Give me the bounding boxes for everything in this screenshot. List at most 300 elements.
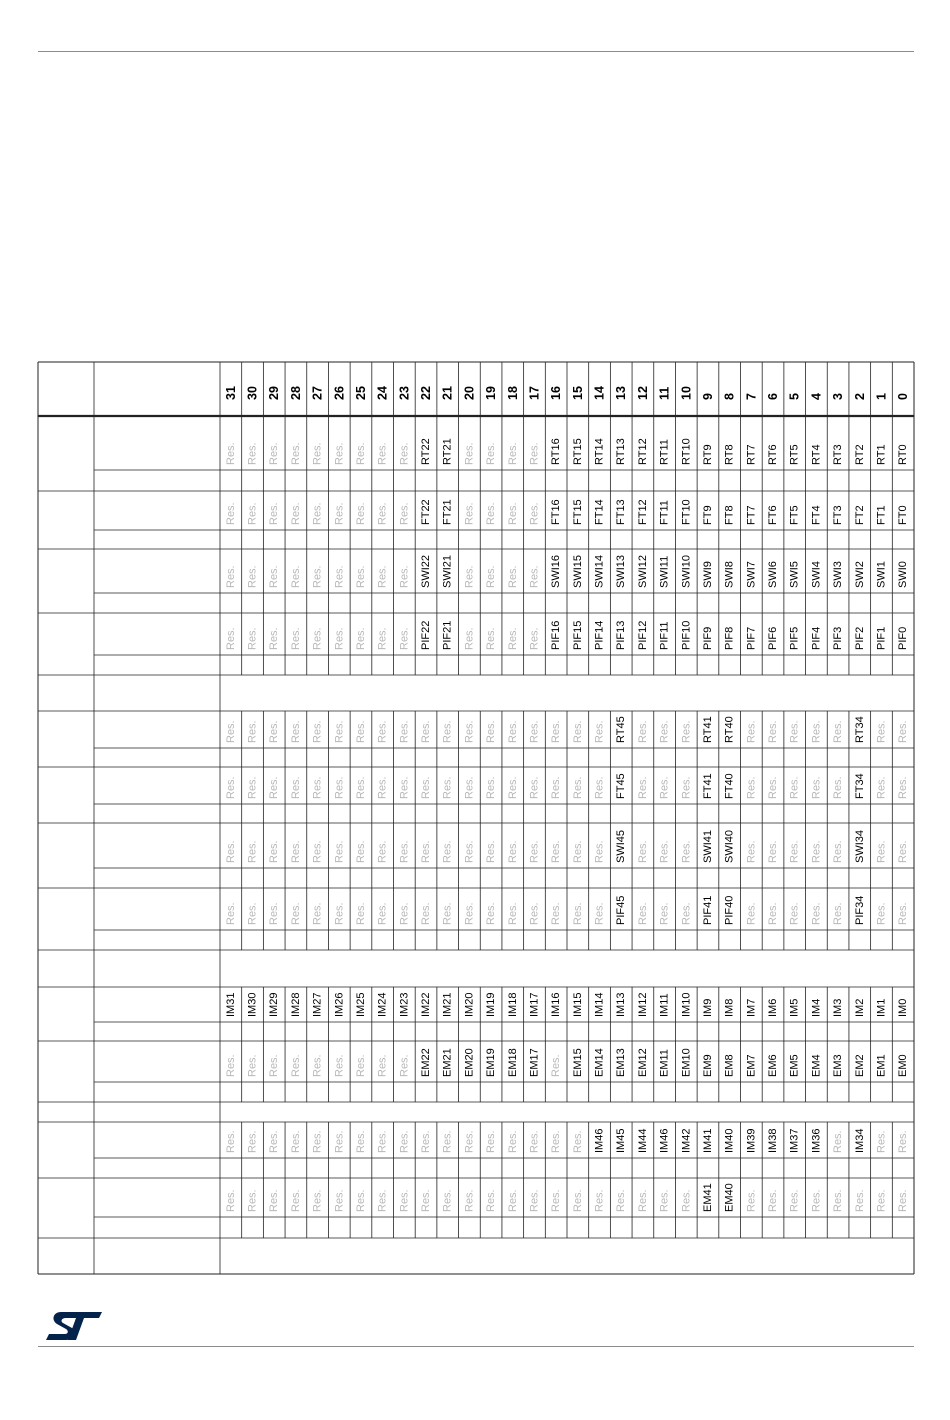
bit-field-label: IM16 — [550, 992, 563, 1017]
bit-field-label: RT7 — [745, 444, 758, 465]
bit-header-11: 11 — [657, 386, 672, 400]
bit-header-21: 21 — [440, 386, 455, 400]
bit-field-label: RT0 — [897, 444, 910, 465]
bit-field-label: IM38 — [767, 1128, 780, 1153]
reserved-bit-label: Res. — [550, 776, 563, 799]
bit-field-label: IM26 — [333, 992, 346, 1017]
bit-field-label: IM45 — [615, 1128, 628, 1153]
reserved-bit-label: Res. — [246, 902, 259, 925]
reserved-bit-label: Res. — [246, 565, 259, 588]
reserved-bit-label: Res. — [463, 1130, 476, 1153]
reserved-bit-label: Res. — [376, 776, 389, 799]
bit-field-label: FT14 — [593, 499, 606, 525]
reserved-bit-label: Res. — [441, 840, 454, 863]
reserved-bit-label: Res. — [354, 502, 367, 525]
bit-field-label: IM36 — [810, 1128, 823, 1153]
bit-field-label: PIF0 — [897, 626, 910, 650]
bit-field-label: SWI5 — [788, 561, 801, 588]
reserved-bit-label: Res. — [571, 776, 584, 799]
reserved-bit-label: Res. — [485, 565, 498, 588]
bit-field-label: RT1 — [875, 444, 888, 465]
bit-field-label: IM20 — [463, 992, 476, 1017]
bit-field-label: SWI1 — [875, 561, 888, 588]
reserved-bit-label: Res. — [832, 1130, 845, 1153]
bit-field-label: RT2 — [853, 444, 866, 465]
reserved-bit-label: Res. — [636, 902, 649, 925]
bit-field-label: FT3 — [832, 505, 845, 525]
reserved-bit-label: Res. — [463, 627, 476, 650]
bit-field-label: IM3 — [832, 998, 845, 1017]
reserved-bit-label: Res. — [463, 776, 476, 799]
bit-field-label: SWI22 — [420, 554, 433, 588]
bit-field-label: RT21 — [441, 438, 454, 465]
reserved-bit-label: Res. — [550, 1130, 563, 1153]
bit-field-label: PIF5 — [788, 626, 801, 650]
bit-field-label: EM22 — [420, 1048, 433, 1077]
reserved-bit-label: Res. — [875, 720, 888, 743]
reserved-bit-label: Res. — [658, 902, 671, 925]
reserved-bit-label: Res. — [593, 776, 606, 799]
reserved-bit-label: Res. — [528, 502, 541, 525]
reserved-bit-label: Res. — [658, 1189, 671, 1212]
bit-field-label: PIF11 — [658, 621, 671, 650]
reserved-bit-label: Res. — [333, 502, 346, 525]
bit-field-label: EM5 — [788, 1054, 801, 1077]
bit-header-23: 23 — [397, 386, 412, 400]
bit-field-label: IM30 — [246, 992, 259, 1017]
bit-field-label: EM14 — [593, 1048, 606, 1077]
bit-field-label: FT4 — [810, 505, 823, 525]
reserved-bit-label: Res. — [810, 840, 823, 863]
bit-field-label: PIF14 — [593, 620, 606, 650]
bit-field-label: SWI14 — [593, 554, 606, 588]
reserved-bit-label: Res. — [767, 1189, 780, 1212]
reserved-bit-label: Res. — [289, 1130, 302, 1153]
reserved-bit-label: Res. — [333, 720, 346, 743]
bit-header-17: 17 — [527, 386, 542, 400]
bit-field-label: IM17 — [528, 992, 541, 1017]
bit-header-18: 18 — [505, 386, 520, 400]
bit-header-2: 2 — [852, 393, 867, 400]
reserved-bit-label: Res. — [571, 1189, 584, 1212]
reserved-bit-label: Res. — [571, 902, 584, 925]
bit-field-label: IM46 — [658, 1128, 671, 1153]
reserved-bit-label: Res. — [376, 720, 389, 743]
reserved-bit-label: Res. — [463, 720, 476, 743]
reserved-bit-label: Res. — [420, 1130, 433, 1153]
reserved-bit-label: Res. — [268, 442, 281, 465]
reserved-bit-label: Res. — [224, 442, 237, 465]
bit-header-26: 26 — [332, 386, 347, 400]
bit-field-label: FT45 — [615, 773, 628, 799]
reserved-bit-label: Res. — [311, 840, 324, 863]
bit-field-label: EM9 — [701, 1054, 714, 1077]
reserved-bit-label: Res. — [745, 776, 758, 799]
reserved-bit-label: Res. — [875, 1130, 888, 1153]
reserved-bit-label: Res. — [506, 720, 519, 743]
reserved-bit-label: Res. — [680, 1189, 693, 1212]
reserved-bit-label: Res. — [311, 902, 324, 925]
bit-field-label: PIF15 — [571, 620, 584, 650]
bit-field-label: EM41 — [701, 1183, 714, 1212]
reserved-bit-label: Res. — [289, 840, 302, 863]
bit-header-15: 15 — [570, 386, 585, 400]
bit-field-label: EM40 — [723, 1183, 736, 1212]
reserved-bit-label: Res. — [354, 627, 367, 650]
reserved-bit-label: Res. — [224, 776, 237, 799]
reserved-bit-label: Res. — [311, 1189, 324, 1212]
reserved-bit-label: Res. — [268, 627, 281, 650]
bit-field-label: PIF1 — [875, 626, 888, 650]
reserved-bit-label: Res. — [398, 1130, 411, 1153]
reserved-bit-label: Res. — [333, 902, 346, 925]
bit-field-label: RT41 — [701, 716, 714, 743]
bit-field-label: IM29 — [268, 992, 281, 1017]
reserved-bit-label: Res. — [398, 502, 411, 525]
reserved-bit-label: Res. — [268, 720, 281, 743]
reserved-bit-label: Res. — [680, 902, 693, 925]
reserved-bit-label: Res. — [528, 776, 541, 799]
bit-header-30: 30 — [245, 386, 260, 400]
st-logo — [44, 1310, 104, 1342]
reserved-bit-label: Res. — [246, 627, 259, 650]
reserved-bit-label: Res. — [528, 902, 541, 925]
reserved-bit-label: Res. — [311, 627, 324, 650]
bit-field-label: FT22 — [420, 499, 433, 525]
reserved-bit-label: Res. — [354, 1054, 367, 1077]
bit-field-label: PIF7 — [745, 626, 758, 650]
reserved-bit-label: Res. — [745, 840, 758, 863]
bit-field-label: IM1 — [875, 998, 888, 1017]
reserved-bit-label: Res. — [246, 502, 259, 525]
bit-field-label: SWI11 — [658, 555, 671, 588]
reserved-bit-label: Res. — [246, 1130, 259, 1153]
reserved-bit-label: Res. — [398, 627, 411, 650]
reserved-bit-label: Res. — [571, 1130, 584, 1153]
bit-field-label: EM11 — [658, 1049, 671, 1077]
bit-field-label: PIF6 — [767, 626, 780, 650]
reserved-bit-label: Res. — [354, 720, 367, 743]
reserved-bit-label: Res. — [311, 720, 324, 743]
bit-field-label: FT7 — [745, 505, 758, 525]
reserved-bit-label: Res. — [506, 442, 519, 465]
reserved-bit-label: Res. — [550, 840, 563, 863]
reserved-bit-label: Res. — [788, 840, 801, 863]
bit-field-label: SWI7 — [745, 561, 758, 588]
reserved-bit-label: Res. — [810, 902, 823, 925]
reserved-bit-label: Res. — [441, 1189, 454, 1212]
reserved-bit-label: Res. — [767, 840, 780, 863]
bit-header-14: 14 — [592, 386, 607, 400]
reserved-bit-label: Res. — [420, 1189, 433, 1212]
reserved-bit-label: Res. — [420, 902, 433, 925]
bit-field-label: FT34 — [853, 773, 866, 799]
reserved-bit-label: Res. — [550, 1054, 563, 1077]
reserved-bit-label: Res. — [745, 902, 758, 925]
bit-field-label: SWI45 — [615, 829, 628, 863]
reserved-bit-label: Res. — [376, 442, 389, 465]
bit-field-label: FT0 — [897, 505, 910, 525]
bit-field-label: RT12 — [636, 438, 649, 465]
bit-field-label: IM19 — [485, 992, 498, 1017]
reserved-bit-label: Res. — [506, 776, 519, 799]
bit-field-label: SWI13 — [615, 554, 628, 588]
bit-field-label: RT34 — [853, 716, 866, 743]
bit-field-label: IM9 — [701, 998, 714, 1017]
reserved-bit-label: Res. — [441, 1130, 454, 1153]
reserved-bit-label: Res. — [289, 502, 302, 525]
bit-field-label: PIF41 — [701, 895, 714, 925]
bit-header-16: 16 — [549, 386, 564, 400]
bit-field-label: EM7 — [745, 1054, 758, 1077]
bit-field-label: EM10 — [680, 1048, 693, 1077]
bit-field-label: IM8 — [723, 998, 736, 1017]
reserved-bit-label: Res. — [311, 1054, 324, 1077]
bit-field-label: PIF2 — [853, 626, 866, 650]
reserved-bit-label: Res. — [832, 720, 845, 743]
reserved-bit-label: Res. — [463, 902, 476, 925]
bit-field-label: PIF22 — [420, 620, 433, 650]
bit-field-label: IM0 — [897, 998, 910, 1017]
reserved-bit-label: Res. — [875, 902, 888, 925]
reserved-bit-label: Res. — [593, 720, 606, 743]
bit-field-label: IM27 — [311, 992, 324, 1017]
bit-field-label: IM12 — [636, 992, 649, 1017]
bit-field-label: FT41 — [701, 773, 714, 799]
bit-header-6: 6 — [766, 393, 781, 400]
bit-field-label: RT14 — [593, 438, 606, 465]
reserved-bit-label: Res. — [485, 1130, 498, 1153]
reserved-bit-label: Res. — [636, 776, 649, 799]
bit-header-7: 7 — [744, 393, 759, 400]
reserved-bit-label: Res. — [767, 720, 780, 743]
bit-field-label: PIF45 — [615, 895, 628, 925]
reserved-bit-label: Res. — [268, 1130, 281, 1153]
bit-field-label: PIF13 — [615, 620, 628, 650]
bit-header-9: 9 — [700, 393, 715, 400]
reserved-bit-label: Res. — [810, 720, 823, 743]
bit-field-label: IM15 — [571, 992, 584, 1017]
bit-header-24: 24 — [375, 386, 390, 400]
bit-field-label: FT15 — [571, 499, 584, 525]
reserved-bit-label: Res. — [333, 840, 346, 863]
reserved-bit-label: Res. — [788, 902, 801, 925]
reserved-bit-label: Res. — [246, 720, 259, 743]
reserved-bit-label: Res. — [354, 1189, 367, 1212]
reserved-bit-label: Res. — [810, 776, 823, 799]
reserved-bit-label: Res. — [810, 1189, 823, 1212]
bit-field-label: SWI40 — [723, 829, 736, 863]
reserved-bit-label: Res. — [224, 1054, 237, 1077]
reserved-bit-label: Res. — [593, 840, 606, 863]
bit-field-label: EM19 — [485, 1048, 498, 1077]
bit-field-label: IM37 — [788, 1128, 801, 1153]
bit-field-label: IM14 — [593, 992, 606, 1017]
reserved-bit-label: Res. — [485, 840, 498, 863]
reserved-bit-label: Res. — [506, 627, 519, 650]
bit-field-label: IM28 — [289, 992, 302, 1017]
bit-field-label: PIF3 — [832, 626, 845, 650]
bit-field-label: EM17 — [528, 1048, 541, 1077]
reserved-bit-label: Res. — [246, 1054, 259, 1077]
bit-header-20: 20 — [462, 386, 477, 400]
bit-field-label: IM44 — [636, 1128, 649, 1153]
reserved-bit-label: Res. — [680, 720, 693, 743]
bit-header-28: 28 — [288, 386, 303, 400]
reserved-bit-label: Res. — [485, 1189, 498, 1212]
reserved-bit-label: Res. — [506, 565, 519, 588]
bit-field-label: PIF8 — [723, 626, 736, 650]
bit-header-22: 22 — [419, 386, 434, 400]
reserved-bit-label: Res. — [506, 502, 519, 525]
reserved-bit-label: Res. — [268, 840, 281, 863]
reserved-bit-label: Res. — [224, 1130, 237, 1153]
reserved-bit-label: Res. — [593, 902, 606, 925]
bit-field-label: PIF40 — [723, 895, 736, 925]
reserved-bit-label: Res. — [528, 565, 541, 588]
reserved-bit-label: Res. — [897, 1130, 910, 1153]
reserved-bit-label: Res. — [658, 720, 671, 743]
reserved-bit-label: Res. — [289, 720, 302, 743]
reserved-bit-label: Res. — [398, 1054, 411, 1077]
reserved-bit-label: Res. — [550, 902, 563, 925]
bit-field-label: FT1 — [875, 505, 888, 525]
bit-field-label: EM2 — [853, 1054, 866, 1077]
bit-field-label: SWI34 — [853, 829, 866, 863]
reserved-bit-label: Res. — [333, 565, 346, 588]
bit-field-label: SWI9 — [701, 561, 714, 588]
reserved-bit-label: Res. — [485, 902, 498, 925]
reserved-bit-label: Res. — [398, 565, 411, 588]
reserved-bit-label: Res. — [224, 840, 237, 863]
bit-field-label: RT9 — [701, 444, 714, 465]
reserved-bit-label: Res. — [311, 565, 324, 588]
reserved-bit-label: Res. — [767, 776, 780, 799]
bit-field-label: RT15 — [571, 438, 584, 465]
reserved-bit-label: Res. — [376, 565, 389, 588]
reserved-bit-label: Res. — [745, 720, 758, 743]
reserved-bit-label: Res. — [571, 720, 584, 743]
reserved-bit-label: Res. — [289, 442, 302, 465]
reserved-bit-label: Res. — [268, 502, 281, 525]
bit-header-12: 12 — [635, 386, 650, 400]
bit-field-label: FT11 — [658, 500, 671, 525]
reserved-bit-label: Res. — [875, 776, 888, 799]
bit-field-label: FT9 — [701, 505, 714, 525]
reserved-bit-label: Res. — [788, 776, 801, 799]
reserved-bit-label: Res. — [246, 1189, 259, 1212]
bit-field-label: IM2 — [853, 998, 866, 1017]
reserved-bit-label: Res. — [853, 1189, 866, 1212]
bit-field-label: SWI10 — [680, 554, 693, 588]
bit-field-label: IM34 — [853, 1128, 866, 1153]
reserved-bit-label: Res. — [745, 1189, 758, 1212]
bit-field-label: RT16 — [550, 438, 563, 465]
bit-field-label: RT6 — [767, 444, 780, 465]
bit-header-0: 0 — [896, 393, 911, 400]
bit-field-label: FT6 — [767, 505, 780, 525]
bit-header-4: 4 — [809, 393, 824, 400]
reserved-bit-label: Res. — [268, 902, 281, 925]
bit-header-27: 27 — [310, 386, 325, 400]
bit-field-label: IM25 — [354, 992, 367, 1017]
reserved-bit-label: Res. — [268, 565, 281, 588]
reserved-bit-label: Res. — [333, 442, 346, 465]
bit-field-label: IM41 — [701, 1128, 714, 1153]
reserved-bit-label: Res. — [246, 776, 259, 799]
reserved-bit-label: Res. — [528, 720, 541, 743]
reserved-bit-label: Res. — [354, 565, 367, 588]
reserved-bit-label: Res. — [420, 776, 433, 799]
bit-field-label: SWI3 — [832, 561, 845, 588]
reserved-bit-label: Res. — [788, 720, 801, 743]
reserved-bit-label: Res. — [376, 1189, 389, 1212]
reserved-bit-label: Res. — [528, 840, 541, 863]
bit-field-label: IM5 — [788, 998, 801, 1017]
reserved-bit-label: Res. — [680, 840, 693, 863]
reserved-bit-label: Res. — [832, 840, 845, 863]
reserved-bit-label: Res. — [463, 442, 476, 465]
reserved-bit-label: Res. — [832, 776, 845, 799]
bit-field-label: RT8 — [723, 444, 736, 465]
reserved-bit-label: Res. — [246, 442, 259, 465]
reserved-bit-label: Res. — [376, 1130, 389, 1153]
reserved-bit-label: Res. — [289, 902, 302, 925]
bit-field-label: IM39 — [745, 1128, 758, 1153]
bit-field-label: SWI2 — [853, 561, 866, 588]
reserved-bit-label: Res. — [354, 1130, 367, 1153]
bit-field-label: RT10 — [680, 438, 693, 465]
reserved-bit-label: Res. — [398, 720, 411, 743]
bit-field-label: SWI15 — [571, 554, 584, 588]
bit-field-label: RT13 — [615, 438, 628, 465]
reserved-bit-label: Res. — [376, 840, 389, 863]
reserved-bit-label: Res. — [463, 840, 476, 863]
reserved-bit-label: Res. — [398, 1189, 411, 1212]
bit-field-label: IM23 — [398, 992, 411, 1017]
reserved-bit-label: Res. — [897, 720, 910, 743]
bit-field-label: EM4 — [810, 1054, 823, 1077]
reserved-bit-label: Res. — [463, 502, 476, 525]
reserved-bit-label: Res. — [875, 840, 888, 863]
bit-field-label: IM7 — [745, 998, 758, 1017]
reserved-bit-label: Res. — [506, 840, 519, 863]
reserved-bit-label: Res. — [246, 840, 259, 863]
reserved-bit-label: Res. — [897, 840, 910, 863]
reserved-bit-label: Res. — [506, 1130, 519, 1153]
reserved-bit-label: Res. — [680, 776, 693, 799]
reserved-bit-label: Res. — [550, 720, 563, 743]
reserved-bit-label: Res. — [420, 840, 433, 863]
bit-field-label: IM40 — [723, 1128, 736, 1153]
bit-header-13: 13 — [614, 386, 629, 400]
bit-field-label: PIF12 — [636, 620, 649, 650]
reserved-bit-label: Res. — [311, 1130, 324, 1153]
reserved-bit-label: Res. — [485, 720, 498, 743]
reserved-bit-label: Res. — [441, 720, 454, 743]
reserved-bit-label: Res. — [593, 1189, 606, 1212]
bit-field-label: FT21 — [441, 499, 454, 525]
bit-field-label: PIF21 — [441, 620, 454, 650]
bit-field-label: RT22 — [420, 438, 433, 465]
bit-field-label: FT10 — [680, 499, 693, 525]
bit-field-label: IM22 — [420, 992, 433, 1017]
reserved-bit-label: Res. — [832, 1189, 845, 1212]
reserved-bit-label: Res. — [289, 565, 302, 588]
reserved-bit-label: Res. — [333, 1130, 346, 1153]
bit-field-label: PIF10 — [680, 620, 693, 650]
reserved-bit-label: Res. — [636, 840, 649, 863]
